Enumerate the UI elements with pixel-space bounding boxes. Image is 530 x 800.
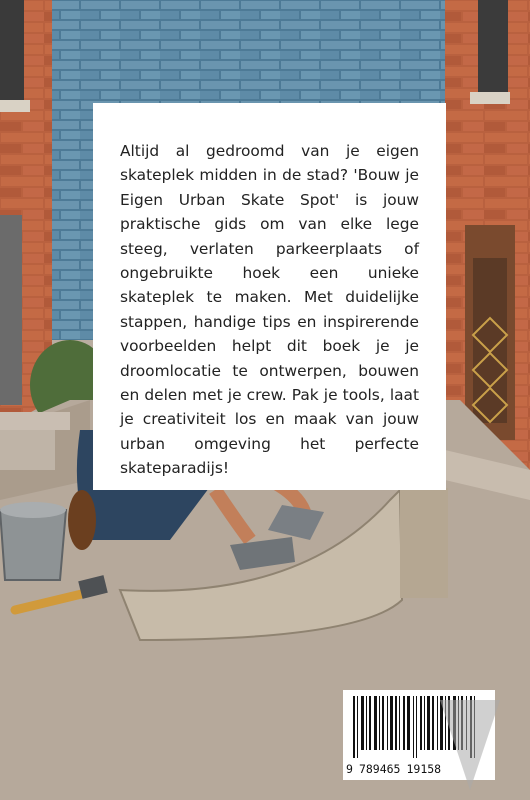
bucket [0,510,66,580]
isbn-group-2: 19158 [406,762,442,776]
worker-boot [68,490,96,550]
back-cover-blurb: Altijd al gedroomd van je eigen skateplek midden in de stad? 'Bouw je Eigen Urban Skate Spot' is jouw praktische gids om van elke lege steeg, verlaten parkeerplaats of ongebruikte hoek een unieke skateplek te maken. Met duidelijke stappen, handige tips en inspirerende voorbeelden helpt dit boek je je droomlocatie te ontwerpen, bouwen en delen met je crew. Pak je tools, laat je creativiteit los en maak van jouw urban omgeving het perfecte skateparadijs! [120,142,419,478]
isbn-lead-digit: 9 [346,762,353,776]
left-door [0,215,22,405]
isbn-group-1: 789465 [358,762,401,776]
back-cover-blurb-box [93,103,446,490]
right-window [478,0,508,95]
left-window [0,0,24,110]
watermark-logo [410,690,530,800]
